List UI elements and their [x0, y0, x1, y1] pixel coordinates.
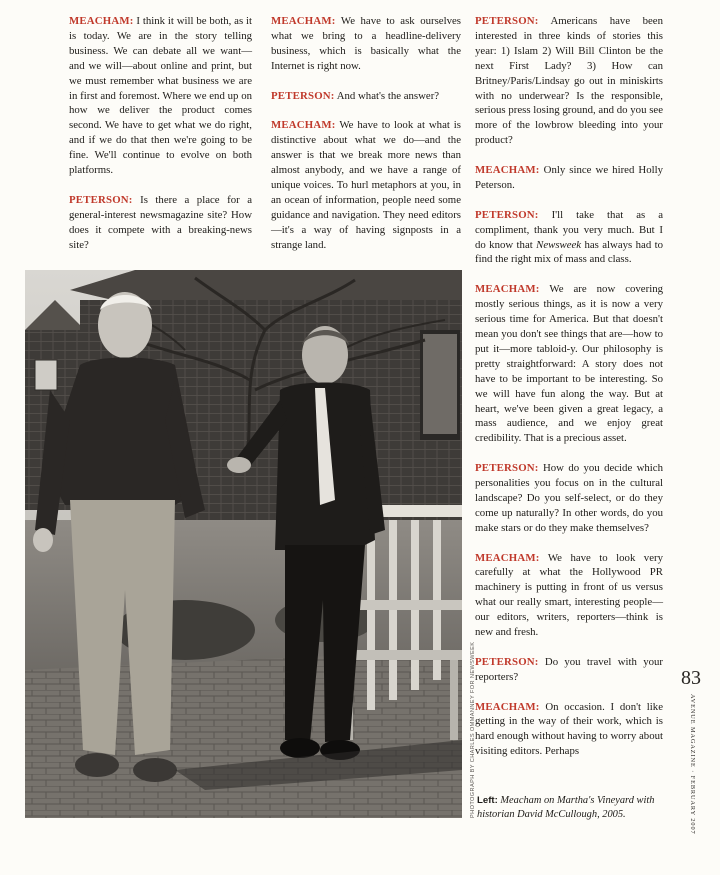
speaker-label: MEACHAM:	[271, 15, 336, 27]
paragraph	[475, 282, 663, 446]
paragraph	[475, 163, 663, 193]
speaker-label: PETERSON:	[475, 462, 539, 475]
paragraph	[475, 655, 663, 685]
photo-meacham-mccullough	[25, 270, 462, 818]
running-footer: AVENUE MAGAZINE · FEBRUARY 2007	[689, 694, 696, 835]
photo-illustration	[25, 270, 462, 818]
speaker-label: MEACHAM:	[475, 551, 540, 564]
article-column-1	[69, 14, 252, 267]
paragraph-text: We have to look at what is distinctive about what we do—and the answer is that we break more news than almost anybody, and we have a range of unique voices. To hurl metaphors at you, in an ocean of information, people need some guidance and navigation. They need editors—it's a way of having signposts in a strange land.	[271, 119, 461, 251]
speaker-label: MEACHAM:	[271, 119, 336, 132]
speaker-label: MEACHAM:	[69, 15, 134, 27]
caption-label: Left:	[477, 795, 498, 806]
speaker-label: PETERSON:	[475, 655, 539, 668]
speaker-label: PETERSON:	[69, 193, 133, 206]
article-column-3	[475, 14, 663, 774]
paragraph	[271, 118, 461, 252]
paragraph-text: On occasion. I don't like getting in the way of their work, which is hard enough without having to worry about visiting editors. Perhaps	[475, 700, 663, 758]
article-column-2	[271, 14, 461, 267]
paragraph-text: I'll take that as a compliment, thank you very much. But I do know that Newsweek has always had to find the right mix of mass and class.	[475, 208, 663, 266]
paragraph	[271, 89, 461, 104]
paragraph-text: We have to look very carefully at what the Hollywood PR machinery is putting in front of us versus what our really smart, interesting people—our editors, writers, reporters—think is new and fresh.	[475, 551, 663, 639]
speaker-label: MEACHAM:	[475, 164, 540, 177]
paragraph	[271, 14, 461, 74]
paragraph-text: How do you decide which personalities you focus on in the cultural landscape? Do you self-select, or do they come up naturally? In other words, do you make stars or do they make themselves?	[475, 462, 663, 534]
speaker-label: MEACHAM:	[475, 700, 540, 713]
paragraph	[475, 551, 663, 640]
paragraph-text: We have to ask ourselves what we bring to a headline-delivery business, which is basically what the Internet is right now.	[271, 15, 461, 72]
caption-text: Meacham on Martha's Vineyard with historian David McCullough, 2005.	[477, 795, 655, 820]
paragraph	[69, 193, 252, 253]
paragraph	[69, 14, 252, 178]
paragraph-text: Do you travel with your reporters?	[475, 655, 663, 683]
speaker-label: MEACHAM:	[475, 283, 540, 296]
paragraph-text: We are now covering mostly serious things, as it is now a very serious time for America. But that doesn't mean you don't see things that are—how to put it—more tabloid-y. Our philosophy is pretty straightforward: A story does not have to be important to be interesting. So we will have fun along the way. But at heart, we've been given a great legacy, a mass audience, and we enjoy great credibility. That is a precious asset.	[475, 283, 663, 445]
page-number: 83	[681, 667, 701, 689]
speaker-label: PETERSON:	[475, 208, 539, 221]
speaker-label: PETERSON:	[271, 89, 335, 102]
paragraph	[475, 208, 663, 268]
paragraph	[475, 14, 663, 148]
paragraph-text: Only since we hired Holly Peterson.	[475, 164, 663, 191]
paragraph-text: And what's the answer?	[336, 89, 440, 102]
paragraph	[475, 700, 663, 760]
paragraph-text: I think it will be both, as it is today. We are in the story telling business. We can debate all we want—and we will—about online and print, but we must remember what business we are in first and foremost. Where we end up on how we deliver the product comes second. We have to get what we do right, and if we do that then we're going to be fine. We'll continue to evolve on both platforms.	[69, 15, 252, 177]
photo-credit: PHOTOGRAPH BY CHARLES OMMANNEY FOR NEWSWEEK	[470, 641, 476, 818]
paragraph-text: Is there a place for a general-interest newsmagazine site? How does it compete with a breaking-news site?	[69, 193, 252, 251]
paragraph	[475, 461, 663, 536]
paragraph-text: Americans have been interested in three kinds of stories this year: 1) Islam 2) Will Bill Clinton be the next First Lady? 3) How can Britney/Paris/Lindsay go out in miniskirts with no underwear? Is the responsible, serious press losing ground, and do you see more of the lowbrow bleeding into your product?	[475, 15, 663, 147]
photo-caption	[477, 794, 667, 822]
speaker-label: PETERSON:	[475, 15, 539, 27]
